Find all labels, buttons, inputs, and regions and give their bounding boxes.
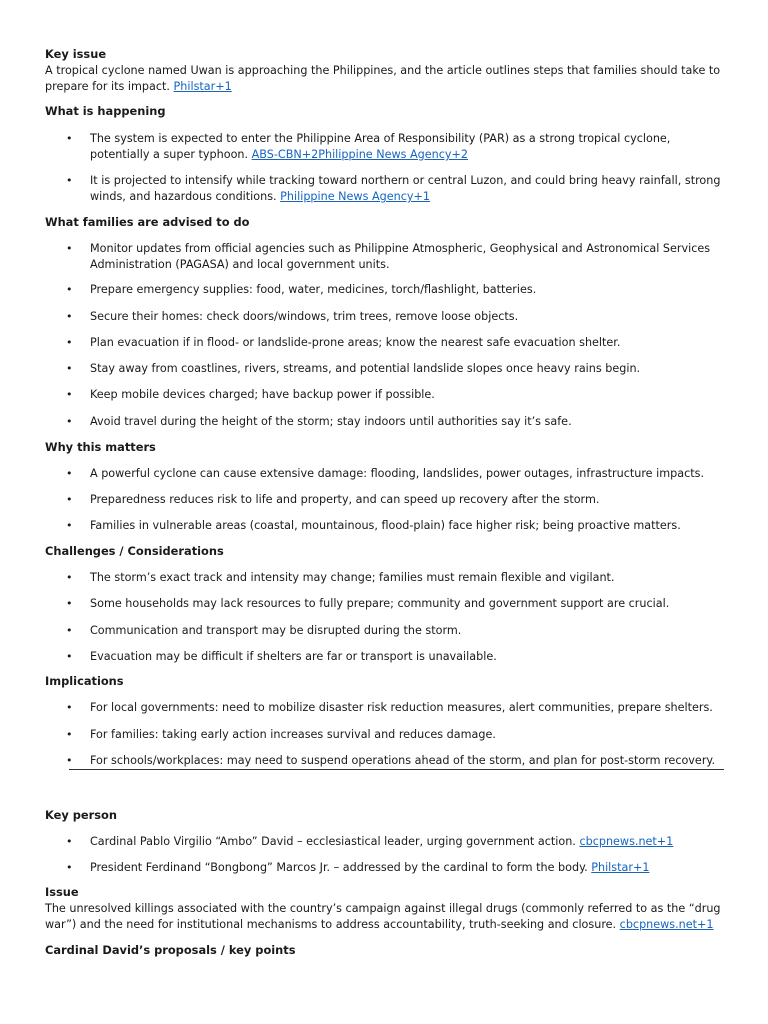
list-item-text: Cardinal Pablo Virgilio “Ambo” David – ecclesiastical leader, urging government action.	[90, 835, 576, 848]
bullet-icon: •	[66, 754, 73, 767]
bullet-icon: •	[66, 597, 73, 610]
source-link[interactable]: Philstar+1	[591, 861, 650, 874]
list-item	[66, 860, 724, 876]
list-item-text: The storm’s exact track and intensity may change; families must remain flexible and vigilant.	[90, 571, 615, 584]
list-item	[66, 309, 724, 325]
list-item	[66, 727, 724, 743]
bullet-icon: •	[66, 362, 73, 375]
bullet-icon: •	[66, 388, 73, 401]
paragraph-text: The unresolved killings associated with the country’s campaign against illegal drugs (commonly referred to as the “drug war”) and the need for institutional mechanisms to address accountability, truth-seeking and closure.	[45, 902, 721, 931]
section-paragraph	[45, 901, 725, 933]
list-item	[66, 131, 724, 163]
bullet-icon: •	[66, 415, 73, 428]
section-heading: Implications	[45, 674, 124, 688]
list-item-text: Avoid travel during the height of the storm; stay indoors until authorities say it’s safe.	[90, 415, 572, 428]
list-item-text: Evacuation may be difficult if shelters are far or transport is unavailable.	[90, 650, 497, 663]
source-link[interactable]: Philippine News Agency+1	[280, 190, 430, 203]
list-item-text: Some households may lack resources to fully prepare; community and government support are crucial.	[90, 597, 670, 610]
list-item	[66, 596, 724, 612]
list-item-text: For families: taking early action increases survival and reduces damage.	[90, 728, 496, 741]
bullet-icon: •	[66, 728, 73, 741]
bullet-icon: •	[66, 467, 73, 480]
section-heading: Cardinal David’s proposals / key points	[45, 943, 296, 957]
list-item	[66, 241, 724, 273]
list-item	[66, 335, 724, 351]
list-item	[66, 834, 724, 850]
section-heading: Key issue	[45, 47, 107, 61]
list-item	[66, 753, 724, 769]
bullet-icon: •	[66, 519, 73, 532]
bullet-icon: •	[66, 624, 73, 637]
bullet-icon: •	[66, 571, 73, 584]
list-item	[66, 700, 724, 716]
bullet-icon: •	[66, 861, 73, 874]
section-heading: Issue	[45, 885, 79, 899]
section-heading: Why this matters	[45, 440, 156, 454]
section-heading: Key person	[45, 808, 117, 822]
list-item-text: Preparedness reduces risk to life and property, and can speed up recovery after the storm.	[90, 493, 600, 506]
list-item	[66, 649, 724, 665]
list-item-text: Prepare emergency supplies: food, water, medicines, torch/flashlight, batteries.	[90, 283, 537, 296]
bullet-icon: •	[66, 650, 73, 663]
list-item-text: For local governments: need to mobilize disaster risk reduction measures, alert communities, prepare shelters.	[90, 701, 713, 714]
list-item-text: Plan evacuation if in flood- or landslide-prone areas; know the nearest safe evacuation shelter.	[90, 336, 621, 349]
list-item-text: Stay away from coastlines, rivers, streams, and potential landslide slopes once heavy rains begin.	[90, 362, 641, 375]
list-item	[66, 518, 724, 534]
list-item-text: Monitor updates from official agencies such as Philippine Atmospheric, Geophysical and Astronomical Services Administration (PAGASA) and local government units.	[90, 242, 711, 271]
bullet-icon: •	[66, 835, 73, 848]
list-item-text: It is projected to intensify while tracking toward northern or central Luzon, and could bring heavy rainfall, strong winds, and hazardous conditions.	[90, 174, 721, 203]
source-link[interactable]: ABS-CBN+2Philippine News Agency+2	[251, 148, 469, 161]
list-item	[66, 492, 724, 508]
list-item	[66, 387, 724, 403]
list-item-text: The system is expected to enter the Philippine Area of Responsibility (PAR) as a strong tropical cyclone, potentially a super typhoon.	[90, 132, 671, 161]
bullet-icon: •	[66, 283, 73, 296]
source-link[interactable]: cbcpnews.net+1	[619, 918, 714, 931]
horizontal-divider	[69, 769, 724, 770]
bullet-icon: •	[66, 132, 73, 145]
section-heading: What families are advised to do	[45, 215, 250, 229]
list-item	[66, 414, 724, 430]
bullet-icon: •	[66, 493, 73, 506]
list-item-text: Secure their homes: check doors/windows, trim trees, remove loose objects.	[90, 310, 519, 323]
list-item	[66, 570, 724, 586]
source-link[interactable]: cbcpnews.net+1	[579, 835, 674, 848]
bullet-icon: •	[66, 174, 73, 187]
section-paragraph	[45, 63, 725, 95]
section-heading: Challenges / Considerations	[45, 544, 224, 558]
bullet-icon: •	[66, 336, 73, 349]
list-item	[66, 361, 724, 377]
source-link[interactable]: Philstar+1	[173, 80, 232, 93]
list-item-text: A powerful cyclone can cause extensive damage: flooding, landslides, power outages, infrastructure impacts.	[90, 467, 705, 480]
list-item	[66, 466, 724, 482]
section-heading: What is happening	[45, 104, 166, 118]
list-item-text: Communication and transport may be disrupted during the storm.	[90, 624, 462, 637]
list-item-text: President Ferdinand “Bongbong” Marcos Jr. – addressed by the cardinal to form the body.	[90, 861, 588, 874]
list-item	[66, 282, 724, 298]
list-item-text: Families in vulnerable areas (coastal, mountainous, flood-plain) face higher risk; being proactive matters.	[90, 519, 681, 532]
bullet-icon: •	[66, 701, 73, 714]
list-item-text: For schools/workplaces: may need to suspend operations ahead of the storm, and plan for post-storm recovery.	[90, 754, 715, 767]
bullet-icon: •	[66, 242, 73, 255]
list-item-text: Keep mobile devices charged; have backup power if possible.	[90, 388, 435, 401]
paragraph-text: A tropical cyclone named Uwan is approaching the Philippines, and the article outlines steps that families should take to prepare for its impact.	[45, 64, 721, 93]
bullet-icon: •	[66, 310, 73, 323]
list-item	[66, 623, 724, 639]
list-item	[66, 173, 724, 205]
